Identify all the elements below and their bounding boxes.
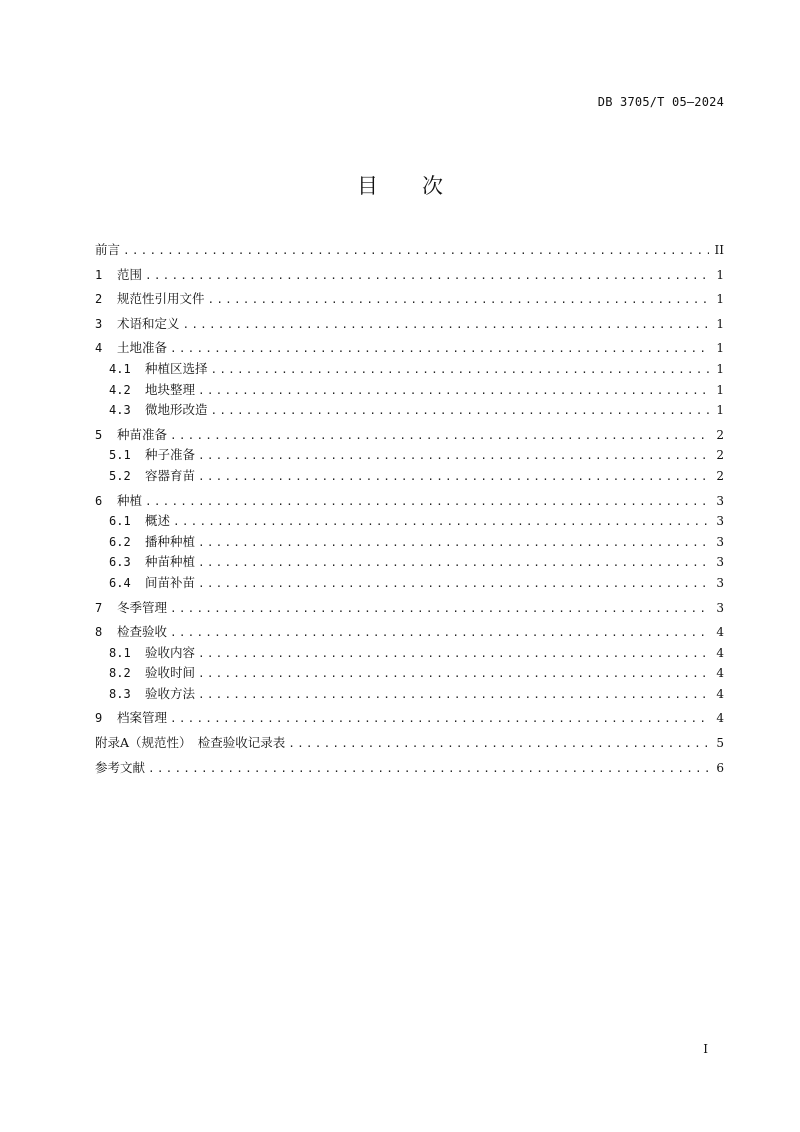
toc-entry-label: 种子准备	[145, 447, 196, 463]
toc-dot-leader	[145, 492, 709, 513]
toc-dot-leader	[170, 426, 709, 447]
toc-entry-label: 概述	[145, 513, 171, 529]
toc-entry-page: 3	[716, 493, 724, 508]
toc-title-char-1: 目	[357, 174, 378, 198]
toc-entry[interactable]	[95, 622, 724, 643]
toc-dot-leader	[198, 467, 709, 488]
toc-entry-label: 检查验收	[117, 624, 168, 640]
toc-entry-label: 附录A（规范性） 检查验收记录表	[95, 735, 286, 751]
toc-entry[interactable]	[95, 598, 724, 619]
toc-dot-leader	[198, 685, 709, 706]
toc-entry-page: 3	[716, 575, 724, 590]
toc-entry-label: 种苗准备	[117, 426, 168, 442]
toc-dot-leader	[198, 644, 709, 665]
toc-entry-number: 8.1	[109, 645, 131, 660]
toc-entry-label: 地块整理	[145, 381, 196, 397]
toc-subentry[interactable]	[95, 643, 724, 664]
toc-dot-leader	[198, 381, 709, 402]
toc-entry-page: 3	[716, 555, 724, 570]
toc-entry-label: 参考文献	[95, 759, 146, 775]
toc-subentry[interactable]	[95, 532, 724, 553]
toc-entry-page: II	[714, 243, 724, 257]
toc-entry[interactable]	[95, 240, 724, 261]
footer-page-number: I	[703, 1042, 708, 1056]
toc-entry[interactable]	[95, 733, 724, 754]
toc-subentry[interactable]	[95, 400, 724, 421]
toc-entry[interactable]	[95, 314, 724, 335]
toc-subentry[interactable]	[95, 445, 724, 466]
toc-entry-page: 1	[716, 403, 724, 418]
toc-subentry[interactable]	[95, 380, 724, 401]
toc-dot-leader	[198, 574, 709, 595]
toc-entry-page: 2	[716, 427, 724, 442]
toc-entry-number: 8	[95, 625, 103, 640]
toc-entry-page: 1	[716, 382, 724, 397]
toc-entry-number: 5	[95, 427, 103, 442]
toc-entry-number: 3	[95, 316, 103, 331]
toc-entry-page: 5	[716, 736, 724, 751]
toc-entry-page: 2	[716, 468, 724, 483]
toc-entry-number: 6	[95, 493, 103, 508]
toc-entry-label: 规范性引用文件	[117, 291, 205, 307]
toc-entry-page: 1	[716, 316, 724, 331]
toc-entry-label: 间苗补苗	[145, 574, 196, 590]
toc-dot-leader	[170, 709, 709, 730]
toc-subentry[interactable]	[95, 511, 724, 532]
toc-subentry[interactable]	[95, 359, 724, 380]
toc-entry-number: 4.2	[109, 382, 131, 397]
toc-dot-leader	[170, 599, 709, 620]
toc-subentry[interactable]	[95, 684, 724, 705]
toc-dot-leader	[288, 734, 709, 755]
toc-entry-label: 前言	[95, 242, 121, 257]
toc-dot-leader	[198, 533, 709, 554]
toc-entry-label: 术语和定义	[117, 315, 180, 331]
toc-entry-label: 微地形改造	[145, 402, 208, 418]
toc-entry-number: 5.1	[109, 448, 131, 463]
toc-dot-leader	[170, 623, 709, 644]
toc-entry-label: 验收内容	[145, 644, 196, 660]
toc-entry[interactable]	[95, 491, 724, 512]
toc-entry-label: 土地准备	[117, 340, 168, 356]
toc-dot-leader	[145, 266, 709, 287]
toc-entry-page: 1	[716, 341, 724, 356]
toc-title-char-2: 次	[422, 174, 443, 198]
toc-entry[interactable]	[95, 708, 724, 729]
toc-entry[interactable]	[95, 265, 724, 286]
toc-entry-page: 3	[716, 514, 724, 529]
toc-entry-number: 9	[95, 711, 103, 726]
toc-title	[0, 170, 800, 200]
toc-entry-label: 播种种植	[145, 533, 196, 549]
toc-dot-leader	[198, 446, 709, 467]
toc-dot-leader	[123, 241, 709, 262]
toc-entry-label: 容器育苗	[145, 467, 196, 483]
toc-subentry[interactable]	[95, 552, 724, 573]
toc-dot-leader	[198, 553, 709, 574]
toc-dot-leader	[173, 512, 709, 533]
toc-entry-number: 6.2	[109, 534, 131, 549]
toc-dot-leader	[211, 360, 709, 381]
toc-entry-label: 种苗种植	[145, 554, 196, 570]
toc-entry-number: 6.4	[109, 575, 131, 590]
toc-entry-page: 4	[716, 686, 724, 701]
toc-entry-label: 种植	[117, 492, 143, 508]
toc-entry[interactable]	[95, 289, 724, 310]
toc-entry-number: 8.3	[109, 686, 131, 701]
toc-dot-leader	[148, 759, 709, 780]
toc-entry[interactable]	[95, 758, 724, 779]
toc-entry-label: 范围	[117, 266, 143, 282]
toc-entry-page: 4	[716, 711, 724, 726]
toc-dot-leader	[208, 290, 709, 311]
toc-entry-number: 4.1	[109, 361, 131, 376]
toc-subentry[interactable]	[95, 466, 724, 487]
toc-entry-page: 3	[716, 600, 724, 615]
toc-entry-label: 验收时间	[145, 665, 196, 681]
toc-dot-leader	[198, 664, 709, 685]
toc-entry-number: 4	[95, 341, 103, 356]
toc-entry-label: 种植区选择	[145, 360, 208, 376]
document-code: DB 3705/T 05—2024	[597, 95, 724, 109]
toc-dot-leader	[211, 401, 709, 422]
toc-entry-number: 6.1	[109, 514, 131, 529]
toc-subentry[interactable]	[95, 663, 724, 684]
toc-entry[interactable]	[95, 425, 724, 446]
toc-entry-number: 5.2	[109, 468, 131, 483]
table-of-contents	[95, 240, 724, 778]
toc-entry-number: 7	[95, 600, 103, 615]
toc-entry-page: 1	[716, 292, 724, 307]
toc-entry-page: 4	[716, 625, 724, 640]
toc-entry-page: 1	[716, 267, 724, 282]
toc-entry-label: 冬季管理	[117, 599, 168, 615]
toc-entry-number: 4.3	[109, 403, 131, 418]
toc-dot-leader	[170, 339, 709, 360]
toc-entry-number: 8.2	[109, 666, 131, 681]
toc-entry-label: 档案管理	[117, 710, 168, 726]
toc-entry-page: 6	[716, 760, 724, 775]
toc-entry-page: 4	[716, 645, 724, 660]
toc-entry-number: 1	[95, 267, 103, 282]
toc-entry-number: 2	[95, 292, 103, 307]
toc-entry-label: 验收方法	[145, 685, 196, 701]
toc-entry-page: 3	[716, 534, 724, 549]
toc-subentry[interactable]	[95, 573, 724, 594]
toc-entry-page: 4	[716, 666, 724, 681]
toc-entry-page: 2	[716, 448, 724, 463]
toc-entry[interactable]	[95, 338, 724, 359]
toc-entry-number: 6.3	[109, 555, 131, 570]
toc-entry-page: 1	[716, 361, 724, 376]
toc-dot-leader	[183, 315, 709, 336]
